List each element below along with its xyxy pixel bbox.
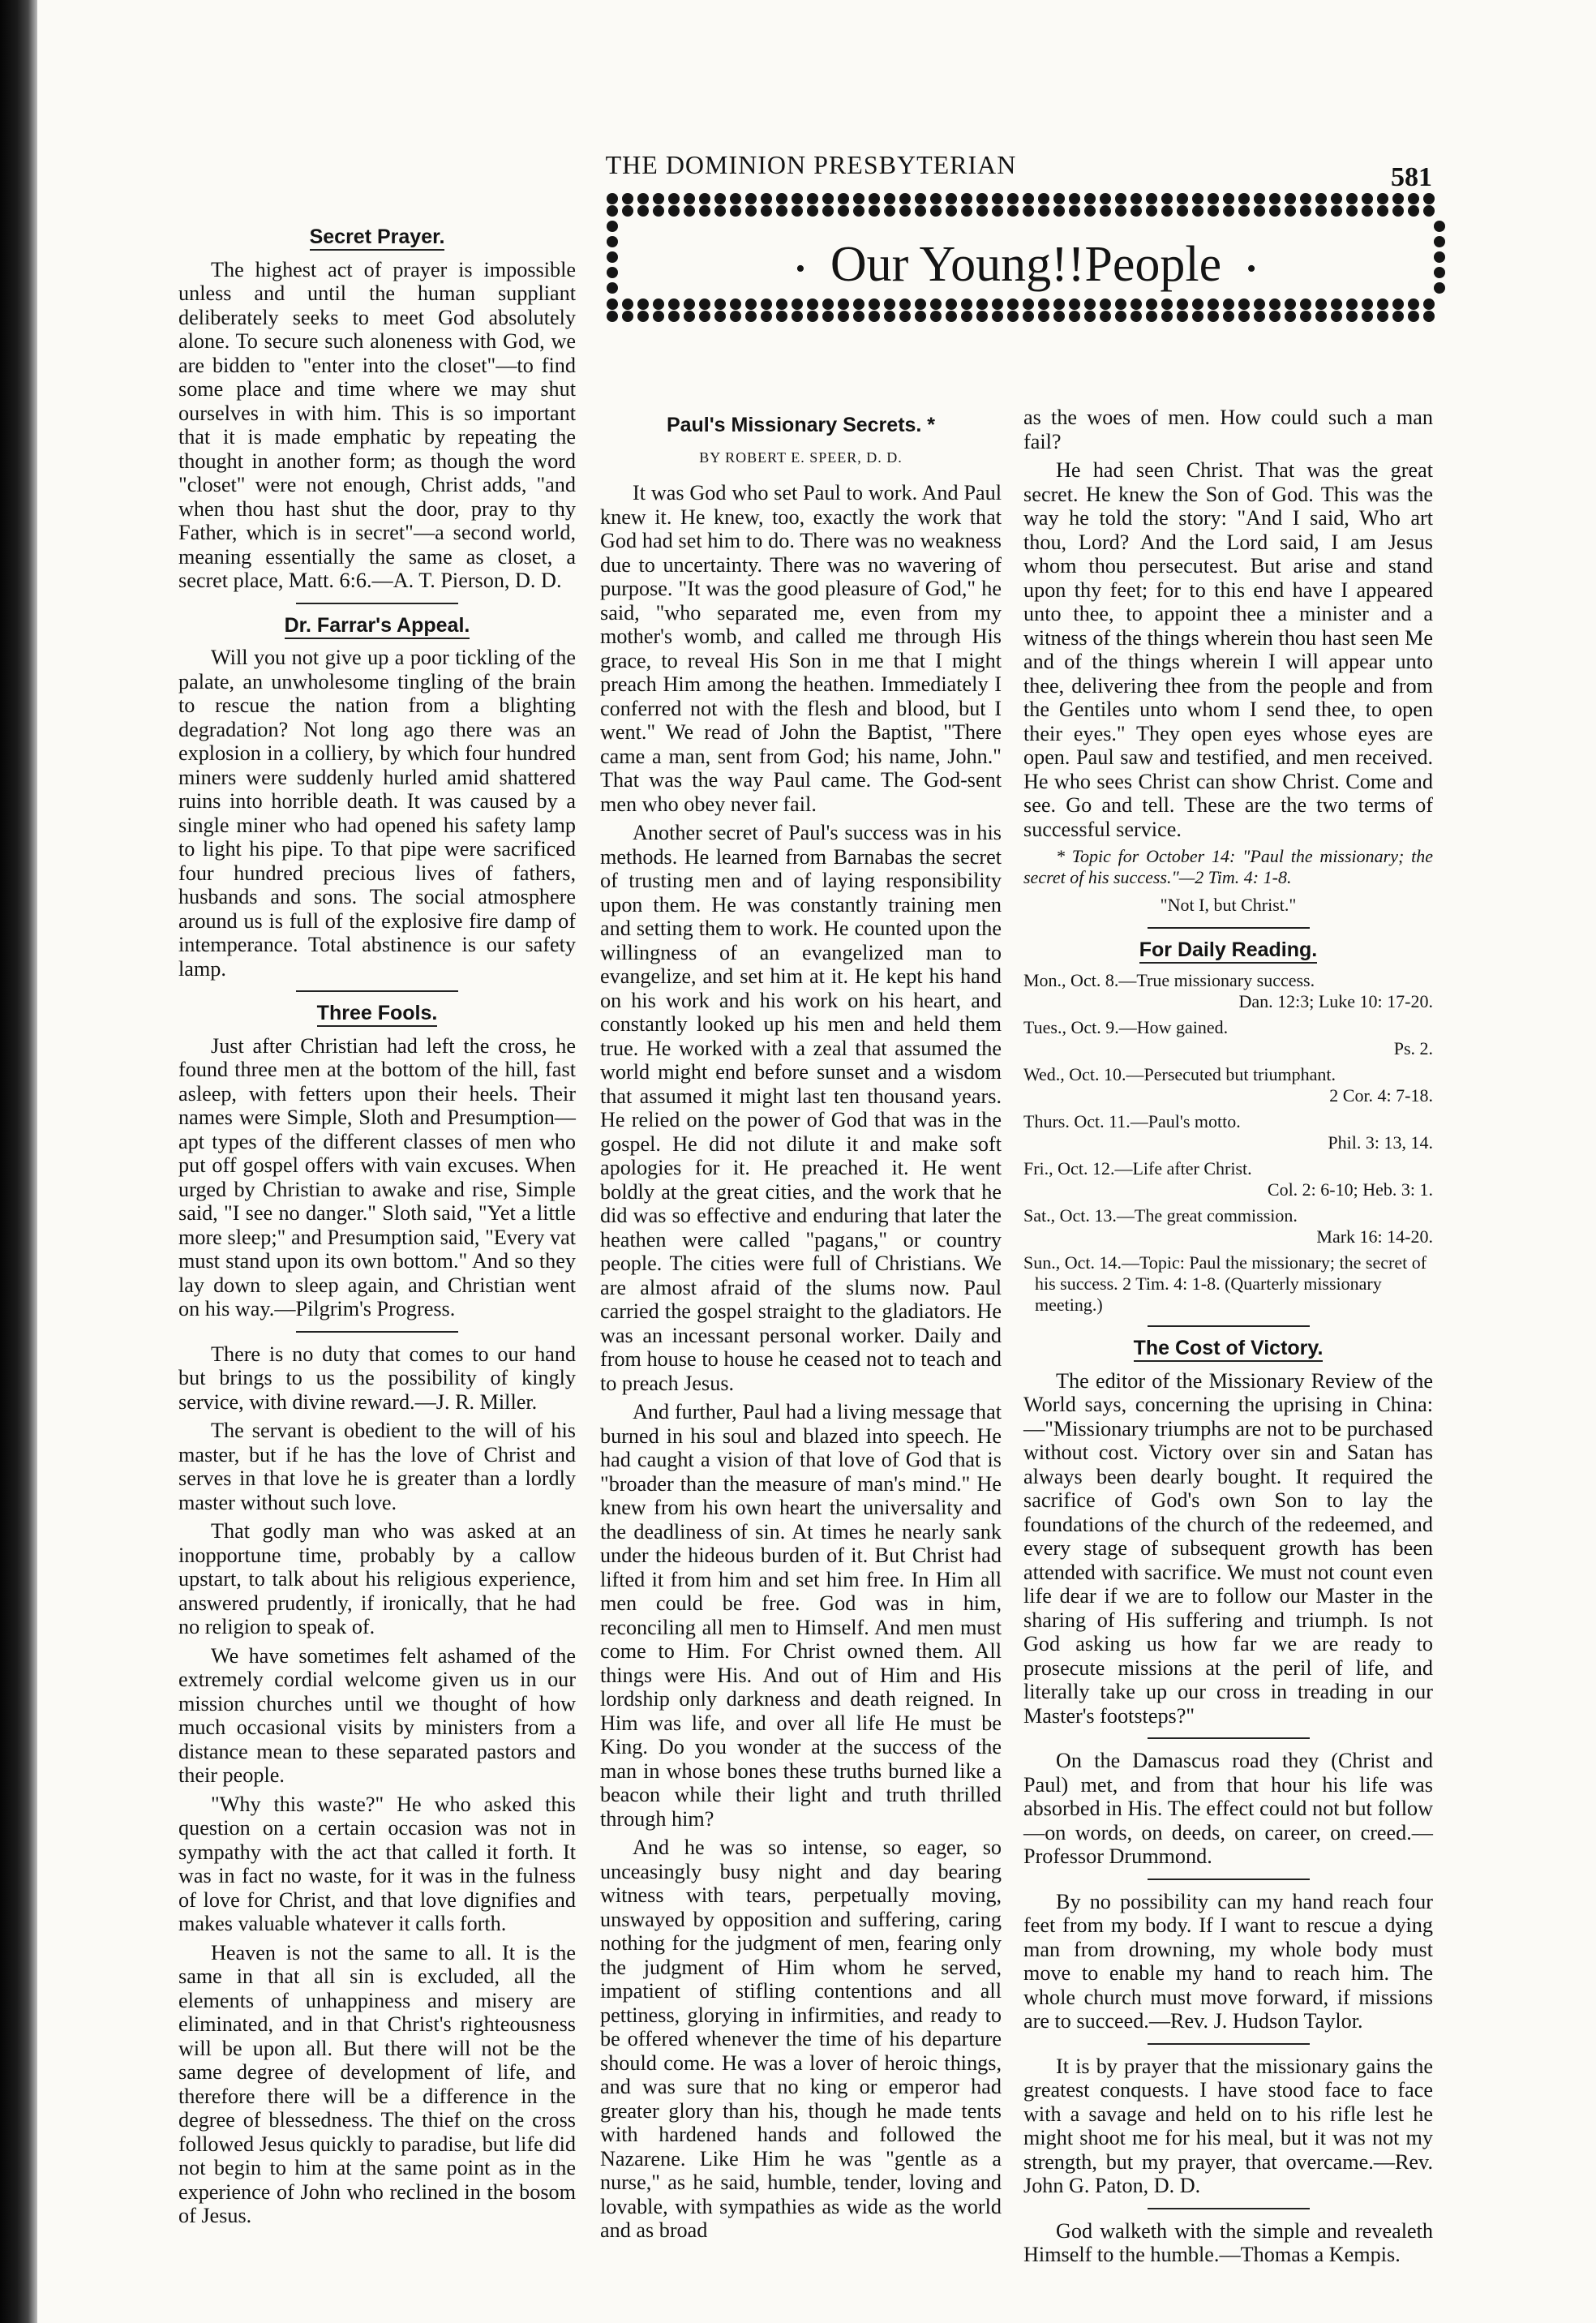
banner-border-dot: [684, 311, 695, 322]
banner-border-dot: [1100, 298, 1111, 310]
banner-border-dot: [1038, 311, 1049, 322]
banner-border-dot: [699, 205, 710, 217]
banner-border-dot: [653, 205, 664, 217]
banner-border-dot: [884, 311, 895, 322]
banner-border-dot: [1069, 311, 1080, 322]
divider: [296, 990, 458, 992]
banner-border-dot: [684, 205, 695, 217]
banner-border-dot: [607, 193, 618, 204]
banner-border-dot: [976, 205, 988, 217]
footnote: * Topic for October 14: "Paul the missionary; the secret of his success."—2 Tim. 4: 1-8.: [1023, 846, 1433, 887]
young-people-banner: [604, 191, 1448, 324]
banner-border-dot: [1346, 193, 1358, 204]
banner-border-dot: [807, 298, 818, 310]
banner-border-dot: [822, 311, 834, 322]
banner-border-dot: [1331, 311, 1342, 322]
banner-border-dot: [930, 311, 942, 322]
banner-border-dot: [1130, 205, 1142, 217]
byline: BY ROBERT E. SPEER, D. D.: [699, 449, 903, 466]
banner-border-dot: [1192, 311, 1203, 322]
banner-border-dot: [1208, 193, 1219, 204]
banner-border-dot: [1146, 311, 1157, 322]
banner-border-dot: [1408, 193, 1419, 204]
banner-border-dot: [1285, 311, 1296, 322]
banner-border-dot: [699, 298, 710, 310]
divider: [1148, 927, 1310, 929]
banner-border-dot: [1423, 193, 1435, 204]
banner-border-dot: [1023, 193, 1034, 204]
banner-border-dot: [1115, 193, 1126, 204]
banner-border-dot: [668, 298, 680, 310]
banner-border-dot: [637, 298, 649, 310]
banner-border-dot: [653, 311, 664, 322]
banner-border-dot: [1346, 311, 1358, 322]
banner-border-dot: [776, 311, 787, 322]
paragraph: And he was so intense, so eager, so unceasingly busy night and day bearing witness with tears, perpetually moving, unswayed by opposition and suffering, caring nothing for the judgment of men, fearing only the judgment of Him whom he served, impatient of stifling contentions and all pettiness, glorying in infirmities, and ready to be offered whenever the time of his departure should come. He was a lover of heroic things, and was sure that no king or emperor had greater glory than his, though he made tents with hardened hands and followed the Nazarene. Like Him he was "gentle as a nurse," as he said, humble, tender, loving and lovable, with sympathies as wide as the world and as broad: [600, 1836, 1002, 2242]
banner-border-dot: [930, 193, 942, 204]
banner-border-dot: [761, 311, 772, 322]
banner-border-dot: [1161, 193, 1173, 204]
divider: [296, 603, 458, 604]
banner-border-dot: [1285, 298, 1296, 310]
banner-border-dot: [1053, 193, 1065, 204]
banner-border-dot: [1408, 311, 1419, 322]
banner-border-dot: [1377, 298, 1388, 310]
banner-border-dot: [776, 193, 787, 204]
banner-border-dot: [822, 298, 834, 310]
banner-border-dot: [761, 205, 772, 217]
banner-border-dot: [869, 193, 880, 204]
banner-border-dot: [1192, 205, 1203, 217]
banner-border-dot: [1346, 298, 1358, 310]
banner-border-dot: [1069, 205, 1080, 217]
banner-border-dot: [730, 205, 741, 217]
banner-border-dot: [714, 298, 726, 310]
banner-border-dot: [1300, 205, 1311, 217]
banner-border-dot: [1423, 298, 1435, 310]
banner-border-dot: [1161, 311, 1173, 322]
banner-border-dot: [838, 205, 849, 217]
banner-border-dot: [884, 298, 895, 310]
banner-border-dot: [822, 205, 834, 217]
banner-border-dot: [1362, 311, 1373, 322]
paragraph: He had seen Christ. That was the great secret. He knew the Son of God. This was the way he told the story: "And I said, Who art thou, Lord? And the Lord said, I am Jesus whom thou persecutest. But arise and stand upon thy feet; for to this end have I appeared unto thee, to appoint thee a minister and a witness of the things wherein thou hast seen Me and of the things wherein I will appear unto thee, delivering thee from the people and from the Gentiles unto whom I send thee, to open their eyes." They open eyes whose eyes are open. Paul saw and testified, and men received. He who sees Christ can show Christ. Come and see. Go and tell. These are the two terms of successful service.: [1023, 458, 1433, 841]
banner-dot-left: •: [795, 253, 805, 284]
banner-border-dot: [1100, 193, 1111, 204]
banner-border-dot: [607, 205, 618, 217]
banner-border-dot: [730, 298, 741, 310]
paragraph: There is no duty that comes to our hand but brings to us the possibility of kingly service, with divine reward.—J. R. Miller.: [178, 1342, 576, 1414]
banner-border-dot: [822, 193, 834, 204]
banner-border-dot: [961, 205, 972, 217]
banner-border-dot: [1362, 193, 1373, 204]
paragraph: Heaven is not the same to all. It is the same in that all sin is excluded, all the elements of unhappiness and misery are eliminated, and in that Christ's righteousness will be upon all. But there will not be the same degree of development of life, and therefore there will be a difference in the degree of blessedness. The thief on the cross followed Jesus quickly to paradise, but life did not begin to him at the same point as in the experience of John who reclined in the bosom of Jesus.: [178, 1940, 576, 2227]
banner-border-dot: [622, 193, 633, 204]
banner-border-dot: [1115, 298, 1126, 310]
banner-border-dot: [637, 311, 649, 322]
banner-border-dot: [1346, 205, 1358, 217]
banner-border-dot: [653, 298, 664, 310]
banner-border-dot: [1285, 205, 1296, 217]
banner-border-dot: [761, 193, 772, 204]
column-3: [1023, 406, 1433, 2272]
banner-border-dot: [992, 298, 1003, 310]
banner-border-dot: [699, 193, 710, 204]
paragraph: We have sometimes felt ashamed of the extremely cordial welcome given us in our mission churches until we thought of how much occasional visits by ministers from a distance mean to these separated pastors and their people.: [178, 1643, 576, 1787]
banner-border-dot: [792, 311, 803, 322]
heading-farrars-appeal: Dr. Farrar's Appeal.: [178, 614, 576, 638]
banner-border-dot: [1285, 193, 1296, 204]
heading-daily-reading: For Daily Reading.: [1023, 938, 1433, 963]
banner-border-dot: [714, 311, 726, 322]
banner-border-dot: [1146, 205, 1157, 217]
banner-border-dot: [1146, 193, 1157, 204]
banner-border-dot: [776, 298, 787, 310]
banner-border-dot: [1377, 193, 1388, 204]
banner-border-dot: [714, 193, 726, 204]
heading-pauls-missionary-secrets: Paul's Missionary Secrets. *: [666, 414, 936, 436]
banner-border-dot: [637, 205, 649, 217]
banner-border-dot: [1130, 298, 1142, 310]
banner-border-dot: [745, 311, 757, 322]
banner-border-dot: [1192, 193, 1203, 204]
banner-border-dot: [961, 193, 972, 204]
banner-border-dot: [1069, 298, 1080, 310]
banner-border-dot: [1208, 298, 1219, 310]
banner-border-dot: [838, 298, 849, 310]
banner-title-text: Our Young!!People: [830, 237, 1222, 292]
banner-border-dot: [1315, 193, 1327, 204]
banner-border-dot: [730, 193, 741, 204]
paragraph: "Why this waste?" He who asked this question on a certain occasion was not in sympathy with the act that called it forth. It was in fact no waste, for it was in the fulness of love for Christ, and that love dignifies and makes valuable whatever it calls forth.: [178, 1792, 576, 1935]
banner-border-dot: [607, 298, 618, 310]
paragraph: Just after Christian had left the cross, he found three men at the bottom of the hill, fast asleep, with fetters upon their heels. Their names were Simple, Sloth and Presumption—apt types of the different classes of men who put off gospel offers with vain excuses. When urged by Christian to awake and rise, Simple said, "I see no danger." Sloth said, "Yet a little more sleep;" and Presumption said, "Every vat must stand upon its own bottom." And so they lay down to sleep again, and Christian went on his way.—Pilgrim's Progress.: [178, 1033, 576, 1320]
banner-border-dot: [1269, 311, 1281, 322]
banner-border-dot: [1053, 298, 1065, 310]
banner-border-dot: [1208, 205, 1219, 217]
banner-dot-right: •: [1246, 253, 1257, 284]
banner-border-dot: [745, 298, 757, 310]
banner-border-dot: [1223, 311, 1234, 322]
paragraph: On the Damascus road they (Christ and Paul) met, and from that hour his life was absorbed in His. The effect could not but follow—on words, on deeds, on career, on creed.—Professor Drummond.: [1023, 1749, 1433, 1868]
banner-border-dot: [807, 193, 818, 204]
banner-border-dot: [1007, 205, 1019, 217]
banner-border-dot: [1192, 298, 1203, 310]
banner-border-dot: [653, 193, 664, 204]
divider: [1148, 2208, 1310, 2209]
banner-border-dot: [1023, 298, 1034, 310]
banner-border-dot: [992, 311, 1003, 322]
banner-border-dot: [1331, 298, 1342, 310]
banner-border-dot: [792, 298, 803, 310]
paragraph: God walketh with the simple and revealeth Himself to the humble.—Thomas a Kempis.: [1023, 2218, 1433, 2266]
banner-border-dot: [1053, 311, 1065, 322]
banner-border-dot: [961, 311, 972, 322]
banner-border-dot: [1130, 193, 1142, 204]
banner-border-dot: [1331, 205, 1342, 217]
column-2: [600, 406, 1002, 2248]
page-number: 581: [1391, 162, 1432, 192]
banner-border-dot: [1238, 298, 1250, 310]
banner-border-dot: [1177, 205, 1188, 217]
banner-border-dot: [946, 298, 957, 310]
banner-border-dot: [622, 205, 633, 217]
banner-border-dot: [1208, 311, 1219, 322]
banner-border-dot: [684, 298, 695, 310]
banner-border-dot: [792, 193, 803, 204]
banner-border-dot: [1177, 298, 1188, 310]
paragraph: That godly man who was asked at an inopportune time, probably by a callow upstart, to talk about his religious experience, answered prudently, if ironically, that he had no religion to speak of.: [178, 1519, 576, 1638]
banner-border-dot: [930, 298, 942, 310]
banner-border-dot: [1023, 205, 1034, 217]
footnote-signature: "Not I, but Christ.": [1160, 895, 1297, 915]
banner-border-dot: [1161, 298, 1173, 310]
banner-border-dot: [1300, 193, 1311, 204]
banner-border-dot: [1423, 311, 1435, 322]
banner-border-dot: [1100, 205, 1111, 217]
paragraph: Another secret of Paul's success was in his methods. He learned from Barnabas the secret of trusting men and of laying responsibility upon them. He was constantly training men and setting them to work. He counted upon the willingness of an evangelized man to evangelize, and set him at it. He kept his hand on his work and his work on his heart, and constantly looked up his men and held them true. He worked with a zeal that assumed the world might end before sunset and a wisdom that assumed it might last ten thousand years. He relied on the power of God that was in the gospel. He did not dilute it and make soft apologies for it. He preached it. He went boldly at the great cities, and the work that he did was so effective and enduring that later the heathen were called "pagans," or country people. The cities were full of Christians. We are almost afraid of the slums now. Paul carried the gospel straight to the gladiators. He was an incessant personal worker. Daily and from house to house he ceased not to teach and to preach Jesus.: [600, 821, 1002, 1395]
banner-border-dot: [1377, 205, 1388, 217]
banner-border-dot: [776, 205, 787, 217]
banner-border-dot: [607, 221, 618, 232]
banner-border-dot: [869, 205, 880, 217]
paragraph: The editor of the Missionary Review of the World says, concerning the uprising in China:—"Missionary triumphs are not to be purchased without cost. Victory over sin and Satan has always been dearly bought. It required the sacrifice of God's own Son to lay the foundations of the church of the redeemed, and every stage of subsequent growth has been attended with sacrifice. We must not count even life dear if we are to follow our Master in the sharing of His suffering and triumph. Is not God asking us how far we are ready to prosecute missions at the peril of life, and literally take up our cross in treading in our Master's footsteps?": [1023, 1368, 1433, 1728]
banner-border-dot: [899, 193, 911, 204]
banner-border-dot: [961, 298, 972, 310]
banner-border-dot: [1392, 298, 1404, 310]
daily-reading-item: Mon., Oct. 8.—True missionary success. Dan. 12:3; Luke 10: 17-20.: [1023, 970, 1433, 1011]
banner-border-dot: [1315, 311, 1327, 322]
banner-border-dot: [699, 311, 710, 322]
banner-border-dot: [869, 298, 880, 310]
banner-border-dot: [853, 311, 865, 322]
banner-border-dot: [730, 311, 741, 322]
paragraph: It was God who set Paul to work. And Paul knew it. He knew, too, exactly the work that God had set him to do. There was no weakness due to uncertainty. There was no wavering of purpose. "It was the good pleasure of God," he said, "who separated me, even from my mother's womb, and called me through His grace, to reveal His Son in me that I might preach Him among the heathen. Immediately I conferred not with the flesh and blood, but I went." We read of John the Baptist, "There came a man, sent from God; his name, John." That was the way Paul came. The God-sent men who obey never fail.: [600, 481, 1002, 816]
banner-border-dot: [1084, 193, 1096, 204]
banner-border-dot: [1084, 298, 1096, 310]
banner-border-dot: [1392, 205, 1404, 217]
daily-reading-item: Fri., Oct. 12.—Life after Christ. Col. 2: 6-10; Heb. 3: 1.: [1023, 1158, 1433, 1200]
heading-cost-of-victory: The Cost of Victory.: [1023, 1337, 1433, 1361]
banner-border-dot: [1007, 193, 1019, 204]
banner-border-dot: [869, 311, 880, 322]
banner-border-dot: [1254, 193, 1265, 204]
paragraph: Will you not give up a poor tickling of the palate, an unwholesome tingling of the brain to rescue the nation from a blighting degradation? Not long ago there was an explosion in a colliery, by which four hundred miners were suddenly hurled amid shattered ruins into horrible death. It was caused by a single miner who had opened his safety lamp to light his pipe. To that pipe were sacrificed four hundred precious lives of fathers, husbands and sons. The social atmosphere around us is full of the explosive fire damp of intemperance. Total abstinence is our safety lamp.: [178, 646, 576, 981]
banner-border-dot: [1269, 205, 1281, 217]
banner-border-dot: [622, 311, 633, 322]
banner-border-dot: [1331, 193, 1342, 204]
banner-border-dot: [884, 193, 895, 204]
banner-border-dot: [915, 298, 926, 310]
banner-border-dot: [1300, 298, 1311, 310]
paragraph: It is by prayer that the missionary gains the greatest conquests. I have stood face to face with a savage and held on to his rifle lest he might shoot me for his meal, but it was not my strength, but my prayer, that overcame.—Rev. John G. Paton, D. D.: [1023, 2054, 1433, 2197]
banner-border-dot: [853, 298, 865, 310]
banner-border-dot: [1238, 311, 1250, 322]
banner-border-dot: [992, 193, 1003, 204]
banner-border-dot: [1315, 298, 1327, 310]
banner-border-dot: [853, 193, 865, 204]
banner-border-dot: [915, 193, 926, 204]
banner-border-dot: [1423, 205, 1435, 217]
daily-reading-item: Tues., Oct. 9.—How gained. Ps. 2.: [1023, 1017, 1433, 1058]
banner-border-dot: [1007, 298, 1019, 310]
banner-border-dot: [1084, 205, 1096, 217]
heading-three-fools: Three Fools.: [178, 1002, 576, 1026]
banner-border-dot: [946, 193, 957, 204]
banner-border-dot: [1392, 193, 1404, 204]
divider: [1148, 2043, 1310, 2045]
banner-border-dot: [1115, 311, 1126, 322]
banner-border-dot: [807, 205, 818, 217]
banner-border-dot: [1408, 205, 1419, 217]
banner-border-dot: [1269, 298, 1281, 310]
banner-border-dot: [761, 298, 772, 310]
banner-border-dot: [946, 205, 957, 217]
banner-border-dot: [838, 311, 849, 322]
paragraph: as the woes of men. How could such a man fail?: [1023, 406, 1433, 453]
banner-border-dot: [1038, 298, 1049, 310]
banner-border-dot: [976, 311, 988, 322]
daily-reading-item: Sat., Oct. 13.—The great commission. Mark 16: 14-20.: [1023, 1205, 1433, 1247]
banner-border-dot: [1177, 311, 1188, 322]
banner-border-dot: [930, 205, 942, 217]
banner-border-dot: [838, 193, 849, 204]
banner-border-dot: [1408, 298, 1419, 310]
banner-border-dot: [714, 205, 726, 217]
banner-border-dot: [1392, 311, 1404, 322]
banner-border-dot: [668, 193, 680, 204]
banner-border-dot: [1223, 205, 1234, 217]
banner-border-dot: [976, 298, 988, 310]
banner-border-dot: [1223, 193, 1234, 204]
banner-border-dot: [668, 311, 680, 322]
daily-reading-item: Wed., Oct. 10.—Persecuted but triumphant. 2 Cor. 4: 7-18.: [1023, 1064, 1433, 1106]
banner-border-dot: [1315, 205, 1327, 217]
banner-border-dot: [1038, 193, 1049, 204]
daily-reading-item: Sun., Oct. 14.—Topic: Paul the missionary; the secret of his success. 2 Tim. 4: 1-8. (Quarterly missionary meeting.): [1023, 1252, 1427, 1315]
heading-secret-prayer: Secret Prayer.: [178, 225, 576, 250]
page-binding-edge: [0, 0, 37, 2323]
banner-border-dot: [1223, 298, 1234, 310]
column-1: [178, 217, 576, 2233]
banner-border-dot: [1254, 311, 1265, 322]
divider: [1148, 1325, 1310, 1327]
banner-border-dot: [1038, 205, 1049, 217]
banner-border-dot: [915, 311, 926, 322]
banner-border-dot: [1130, 311, 1142, 322]
banner-border-dot: [1254, 205, 1265, 217]
banner-border-dot: [1053, 205, 1065, 217]
banner-border-dot: [1007, 311, 1019, 322]
banner-border-dot: [1100, 311, 1111, 322]
paragraph: The servant is obedient to the will of his master, but if he has the love of Christ and serves in that love he is greater than a lordly master without such love.: [178, 1419, 576, 1514]
banner-border-dot: [1084, 311, 1096, 322]
banner-border-dot: [1269, 193, 1281, 204]
banner-border-dot: [637, 193, 649, 204]
banner-border-dot: [1254, 298, 1265, 310]
banner-border-dot: [1177, 193, 1188, 204]
paragraph: And further, Paul had a living message that burned in his soul and blazed into speech. He had caught a vision of that love of God that is "broader than the measure of man's mind." He knew from his own heart the universality and the deadliness of sin. At times he nearly sank under the hideous burden of it. But Christ had lifted it from him and set him free. In Him all men could be free. God was in him, reconciling all men to Himself. And men must come to Him. For Christ owned them. All things were His. And out of Him and His lordship only darkness and death reigned. In Him was life, and over all life He must be King. Do you wonder at the success of the man in whose bones these truths burned like a beacon while their light and truth thrilled through him?: [600, 1400, 1002, 1831]
banner-border-dot: [622, 298, 633, 310]
banner-border-dot: [992, 205, 1003, 217]
banner-border-dot: [1115, 205, 1126, 217]
banner-border-dot: [899, 298, 911, 310]
banner-border-dot: [1238, 193, 1250, 204]
banner-border-dot: [668, 205, 680, 217]
banner-border-dot: [976, 193, 988, 204]
banner-border-dot: [899, 311, 911, 322]
banner-border-dot: [607, 311, 618, 322]
divider: [1148, 1879, 1310, 1880]
paragraph: By no possibility can my hand reach four feet from my body. If I want to rescue a dying man from drowning, my whole body must move to enable my hand to reach him. The whole church must move forward, if missions are to succeed.—Rev. J. Hudson Taylor.: [1023, 1889, 1433, 2033]
banner-border-dot: [946, 311, 957, 322]
paragraph: The highest act of prayer is impossible unless and until the human suppliant deliberately seeks to meet God absolutely alone. To secure such aloneness with God, we are bidden to "enter into the closet"—to find some place and time where we may shut ourselves in with him. This is so important that it is made emphatic by repeating the thought in another form; as though the word "closet" were not enough, Christ adds, "and when thou hast shut the door, pray to thy Father, which is in secret"—a second world, meaning essentially the same as closet, a secret place, Matt. 6:6.—A. T. Pierson, D. D.: [178, 257, 576, 592]
banner-border-dot: [1362, 298, 1373, 310]
banner-border-dot: [684, 193, 695, 204]
banner-border-dot: [1362, 205, 1373, 217]
banner-border-dot: [1377, 311, 1388, 322]
banner-border-dot: [899, 205, 911, 217]
daily-reading-item: Thurs. Oct. 11.—Paul's motto. Phil. 3: 13, 14.: [1023, 1111, 1433, 1153]
divider: [296, 1331, 458, 1333]
banner-border-dot: [792, 205, 803, 217]
running-head: THE DOMINION PRESBYTERIAN: [605, 150, 1017, 179]
banner-border-dot: [1146, 298, 1157, 310]
banner-border-dot: [853, 205, 865, 217]
banner-border-dot: [807, 311, 818, 322]
banner-border-dot: [1238, 205, 1250, 217]
divider: [1148, 1737, 1310, 1739]
banner-border-dot: [745, 193, 757, 204]
banner-border-dot: [1069, 193, 1080, 204]
banner-border-dot: [745, 205, 757, 217]
banner-border-dot: [1300, 311, 1311, 322]
banner-title: [604, 236, 1448, 298]
banner-border-dot: [1161, 205, 1173, 217]
banner-border-dot: [884, 205, 895, 217]
banner-border-dot: [915, 205, 926, 217]
banner-border-dot: [1434, 221, 1445, 232]
banner-border-dot: [1023, 311, 1034, 322]
